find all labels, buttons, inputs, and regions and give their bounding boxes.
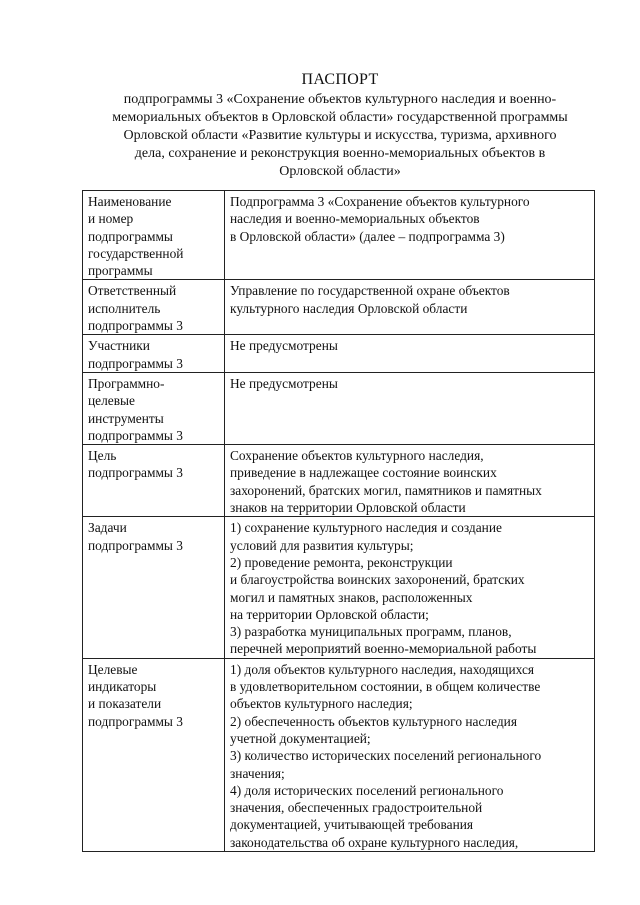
value-line: значения, обеспеченных градостроительной (230, 800, 483, 816)
table-row (83, 658, 595, 851)
table-row (83, 517, 595, 658)
value-line: 2) проведение ремонта, реконструкции (230, 554, 453, 570)
row-label (83, 335, 225, 373)
row-value (225, 191, 595, 280)
table-row (83, 191, 595, 280)
value-line: могил и памятных знаков, расположенных (230, 589, 473, 605)
label-line: целевые (88, 393, 135, 409)
label-line: государственной (88, 245, 184, 261)
label-line: и номер (88, 211, 134, 227)
document-header (60, 70, 620, 181)
value-line: 3) разработка муниципальных программ, планов, (230, 624, 512, 640)
label-line: инструменты (88, 410, 164, 426)
value-line: документацией, учитывающей требования (230, 817, 474, 833)
value-line: на территории Орловской области; (230, 606, 429, 622)
label-line: Ответственный (88, 283, 177, 299)
value-line: в Орловской области» (далее – подпрограмма 3) (230, 228, 505, 244)
value-line: 1) доля объектов культурного наследия, находящихся (230, 661, 535, 677)
label-line: Задачи (88, 520, 127, 536)
label-line: и показатели (88, 696, 162, 712)
value-line: в удовлетворительном состоянии, в общем количестве (230, 679, 541, 695)
row-label (83, 372, 225, 444)
document-title: ПАСПОРТ (301, 71, 379, 88)
label-line: подпрограммы 3 (88, 537, 183, 553)
value-line: объектов культурного наследия; (230, 696, 413, 712)
row-label (83, 191, 225, 280)
label-line: Участники (88, 338, 150, 354)
label-line: подпрограммы 3 (88, 465, 183, 481)
label-line: Цель (88, 448, 117, 464)
value-line: Сохранение объектов культурного наследия, (230, 448, 484, 464)
table-row (83, 372, 595, 444)
table-row (83, 335, 595, 373)
value-line: 1) сохранение культурного наследия и создание (230, 520, 502, 536)
table-row (83, 280, 595, 335)
subtitle-line: мемориальных объектов в Орловской области» государственной программы (112, 110, 568, 125)
value-line: Управление по государственной охране объектов (230, 283, 510, 299)
label-line: подпрограммы (88, 228, 173, 244)
row-label (83, 658, 225, 851)
label-line: Целевые (88, 661, 138, 677)
value-line: учетной документацией; (230, 730, 371, 746)
label-line: Наименование (88, 194, 172, 209)
row-value (225, 517, 595, 658)
value-line: и благоустройства воинских захоронений, братских (230, 572, 525, 588)
row-label (83, 517, 225, 658)
value-line: перечней мероприятий военно-мемориальной работы (230, 641, 537, 657)
label-line: подпрограммы 3 (88, 355, 183, 371)
document-subtitle (60, 91, 620, 181)
label-line: исполнитель (88, 300, 161, 316)
value-line: наследия и военно-мемориальных объектов (230, 211, 480, 227)
value-line: Не предусмотрены (230, 338, 338, 354)
row-value (225, 372, 595, 444)
label-line: подпрограммы 3 (88, 318, 183, 334)
subtitle-line: Орловской области «Развитие культуры и искусства, туризма, архивного (123, 128, 557, 143)
value-line: законодательства об охране культурного наследия, (230, 834, 519, 850)
label-line: индикаторы (88, 679, 157, 695)
row-value (225, 280, 595, 335)
row-value (225, 335, 595, 373)
value-line: 3) количество исторических поселений регионального (230, 748, 542, 764)
label-line: подпрограммы 3 (88, 427, 183, 443)
value-line: культурного наследия Орловской области (230, 300, 468, 316)
value-line: Подпрограмма 3 «Сохранение объектов культурного (230, 194, 530, 209)
label-line: программы (88, 263, 153, 279)
row-label (83, 280, 225, 335)
row-value (225, 445, 595, 517)
value-line: Не предусмотрены (230, 375, 338, 391)
table-row (83, 445, 595, 517)
subtitle-line: дела, сохранение и реконструкция военно-мемориальных объектов в (134, 146, 546, 161)
label-line: Программно- (88, 375, 165, 391)
subtitle-line: Орловской области» (279, 164, 401, 179)
value-line: значения; (230, 765, 285, 781)
row-label (83, 445, 225, 517)
row-value (225, 658, 595, 851)
value-line: 2) обеспеченность объектов культурного наследия (230, 713, 518, 729)
value-line: условий для развития культуры; (230, 537, 414, 553)
passport-table (82, 190, 595, 852)
value-line: приведение в надлежащее состояние воинских (230, 465, 497, 481)
value-line: 4) доля исторических поселений регионального (230, 782, 504, 798)
subtitle-line: подпрограммы 3 «Сохранение объектов культурного наследия и военно- (123, 92, 557, 107)
label-line: подпрограммы 3 (88, 713, 183, 729)
value-line: захоронений, братских могил, памятников и памятных (230, 482, 542, 498)
value-line: знаков на территории Орловской области (230, 500, 466, 516)
